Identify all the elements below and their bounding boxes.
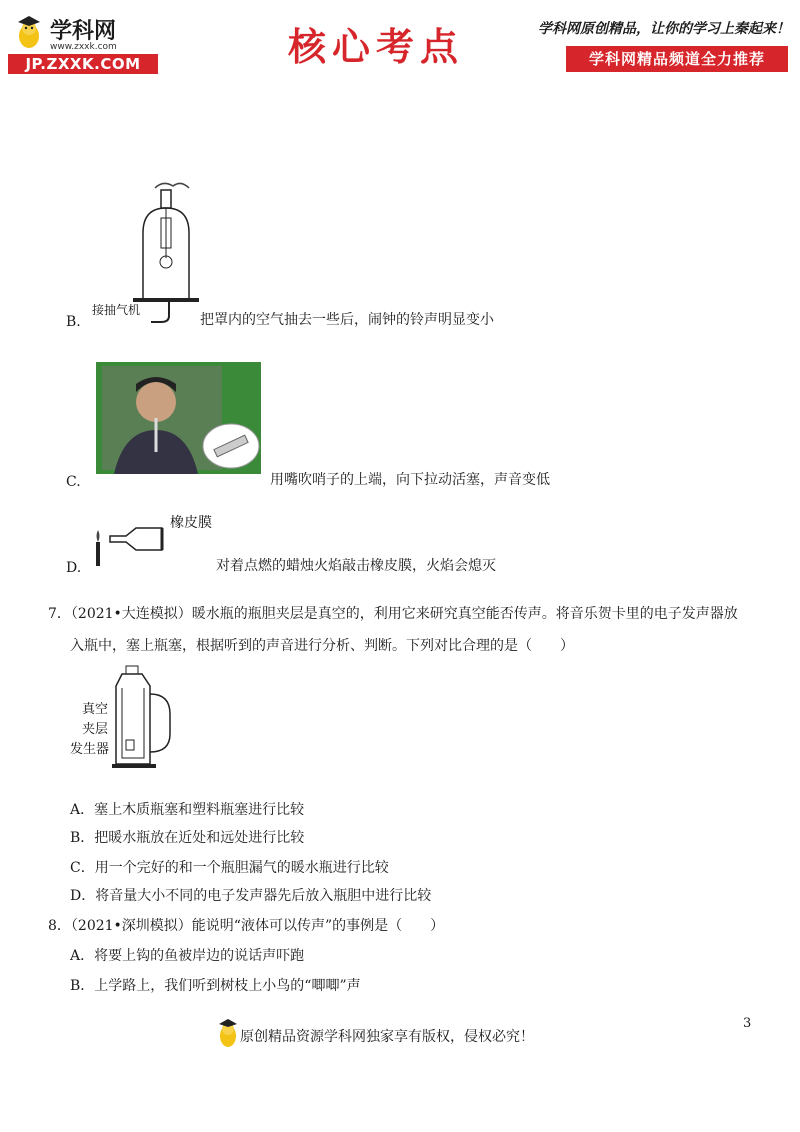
- option-d-letter: D.: [66, 560, 82, 576]
- candle-figure: [92, 516, 172, 568]
- q7-option-d[interactable]: D．将音量大小不同的电子发声器先后放入瓶胆中进行比较: [70, 888, 432, 904]
- footer: [216, 1016, 556, 1052]
- q7-option-c[interactable]: C．用一个完好的和一个瓶胆漏气的暖水瓶进行比较: [70, 860, 389, 876]
- fig-q7-label-3: 发生器: [70, 742, 110, 757]
- fig-q7-label-2: 夹层: [82, 722, 109, 737]
- mascot-icon: [12, 14, 46, 52]
- logo-bar: JP.ZXXK.COM: [8, 54, 158, 74]
- header-title: 核心考点: [288, 24, 465, 69]
- fig-d-label: 橡皮膜: [170, 515, 212, 531]
- logo-name: 学科网: [50, 19, 117, 44]
- header-slogan: 学科网原创精品，让你的学习上秦起来！: [538, 21, 790, 37]
- q7-option-b[interactable]: B．把暖水瓶放在近处和远处进行比较: [70, 830, 305, 846]
- whistle-photo: [96, 362, 261, 474]
- q7-option-a[interactable]: A．塞上木质瓶塞和塑料瓶塞进行比较: [70, 802, 305, 818]
- footer-copyright: 原创精品资源学科网独家享有版权，侵权必究！: [240, 1029, 534, 1045]
- option-c-text: 用嘴吹哨子的上端，向下拉动活塞，声音变低: [270, 472, 550, 488]
- logo-url: www.zxxk.com: [50, 42, 117, 52]
- q8-stem: 8．（2021•深圳模拟）能说明“液体可以传声”的事例是（ ）: [48, 918, 445, 934]
- q7-stem-line2: 入瓶中，塞上瓶塞，根据听到的声音进行分析、判断。下列对比合理的是（ ）: [70, 638, 574, 654]
- option-c-letter: C.: [66, 474, 81, 490]
- option-b-text: 把罩内的空气抽去一些后，闹钟的铃声明显变小: [200, 312, 494, 328]
- mascot-icon: [216, 1016, 240, 1050]
- fig-q7-label-1: 真空: [82, 702, 109, 717]
- page-number: 3: [743, 1016, 752, 1031]
- fig-b-label: 接抽气机: [92, 303, 141, 317]
- site-logo[interactable]: [8, 12, 158, 74]
- option-b-letter: B.: [66, 314, 81, 330]
- q7-stem-line1: 7．（2021•大连模拟）暖水瓶的瓶胆夹层是真空的，利用它来研究真空能否传声。将音乐贺卡里的电子发声器放: [48, 606, 738, 622]
- option-d-text: 对着点燃的蜡烛火焰敲击橡皮膜，火焰会熄灭: [216, 558, 496, 574]
- thermos-figure: [110, 664, 176, 770]
- q8-option-a[interactable]: A．将要上钩的鱼被岸边的说话声吓跑: [70, 948, 305, 964]
- q8-option-b[interactable]: B．上学路上，我们听到树枝上小鸟的“唧唧”声: [70, 978, 361, 994]
- channel-banner[interactable]: 学科网精品频道全力推荐: [566, 46, 788, 72]
